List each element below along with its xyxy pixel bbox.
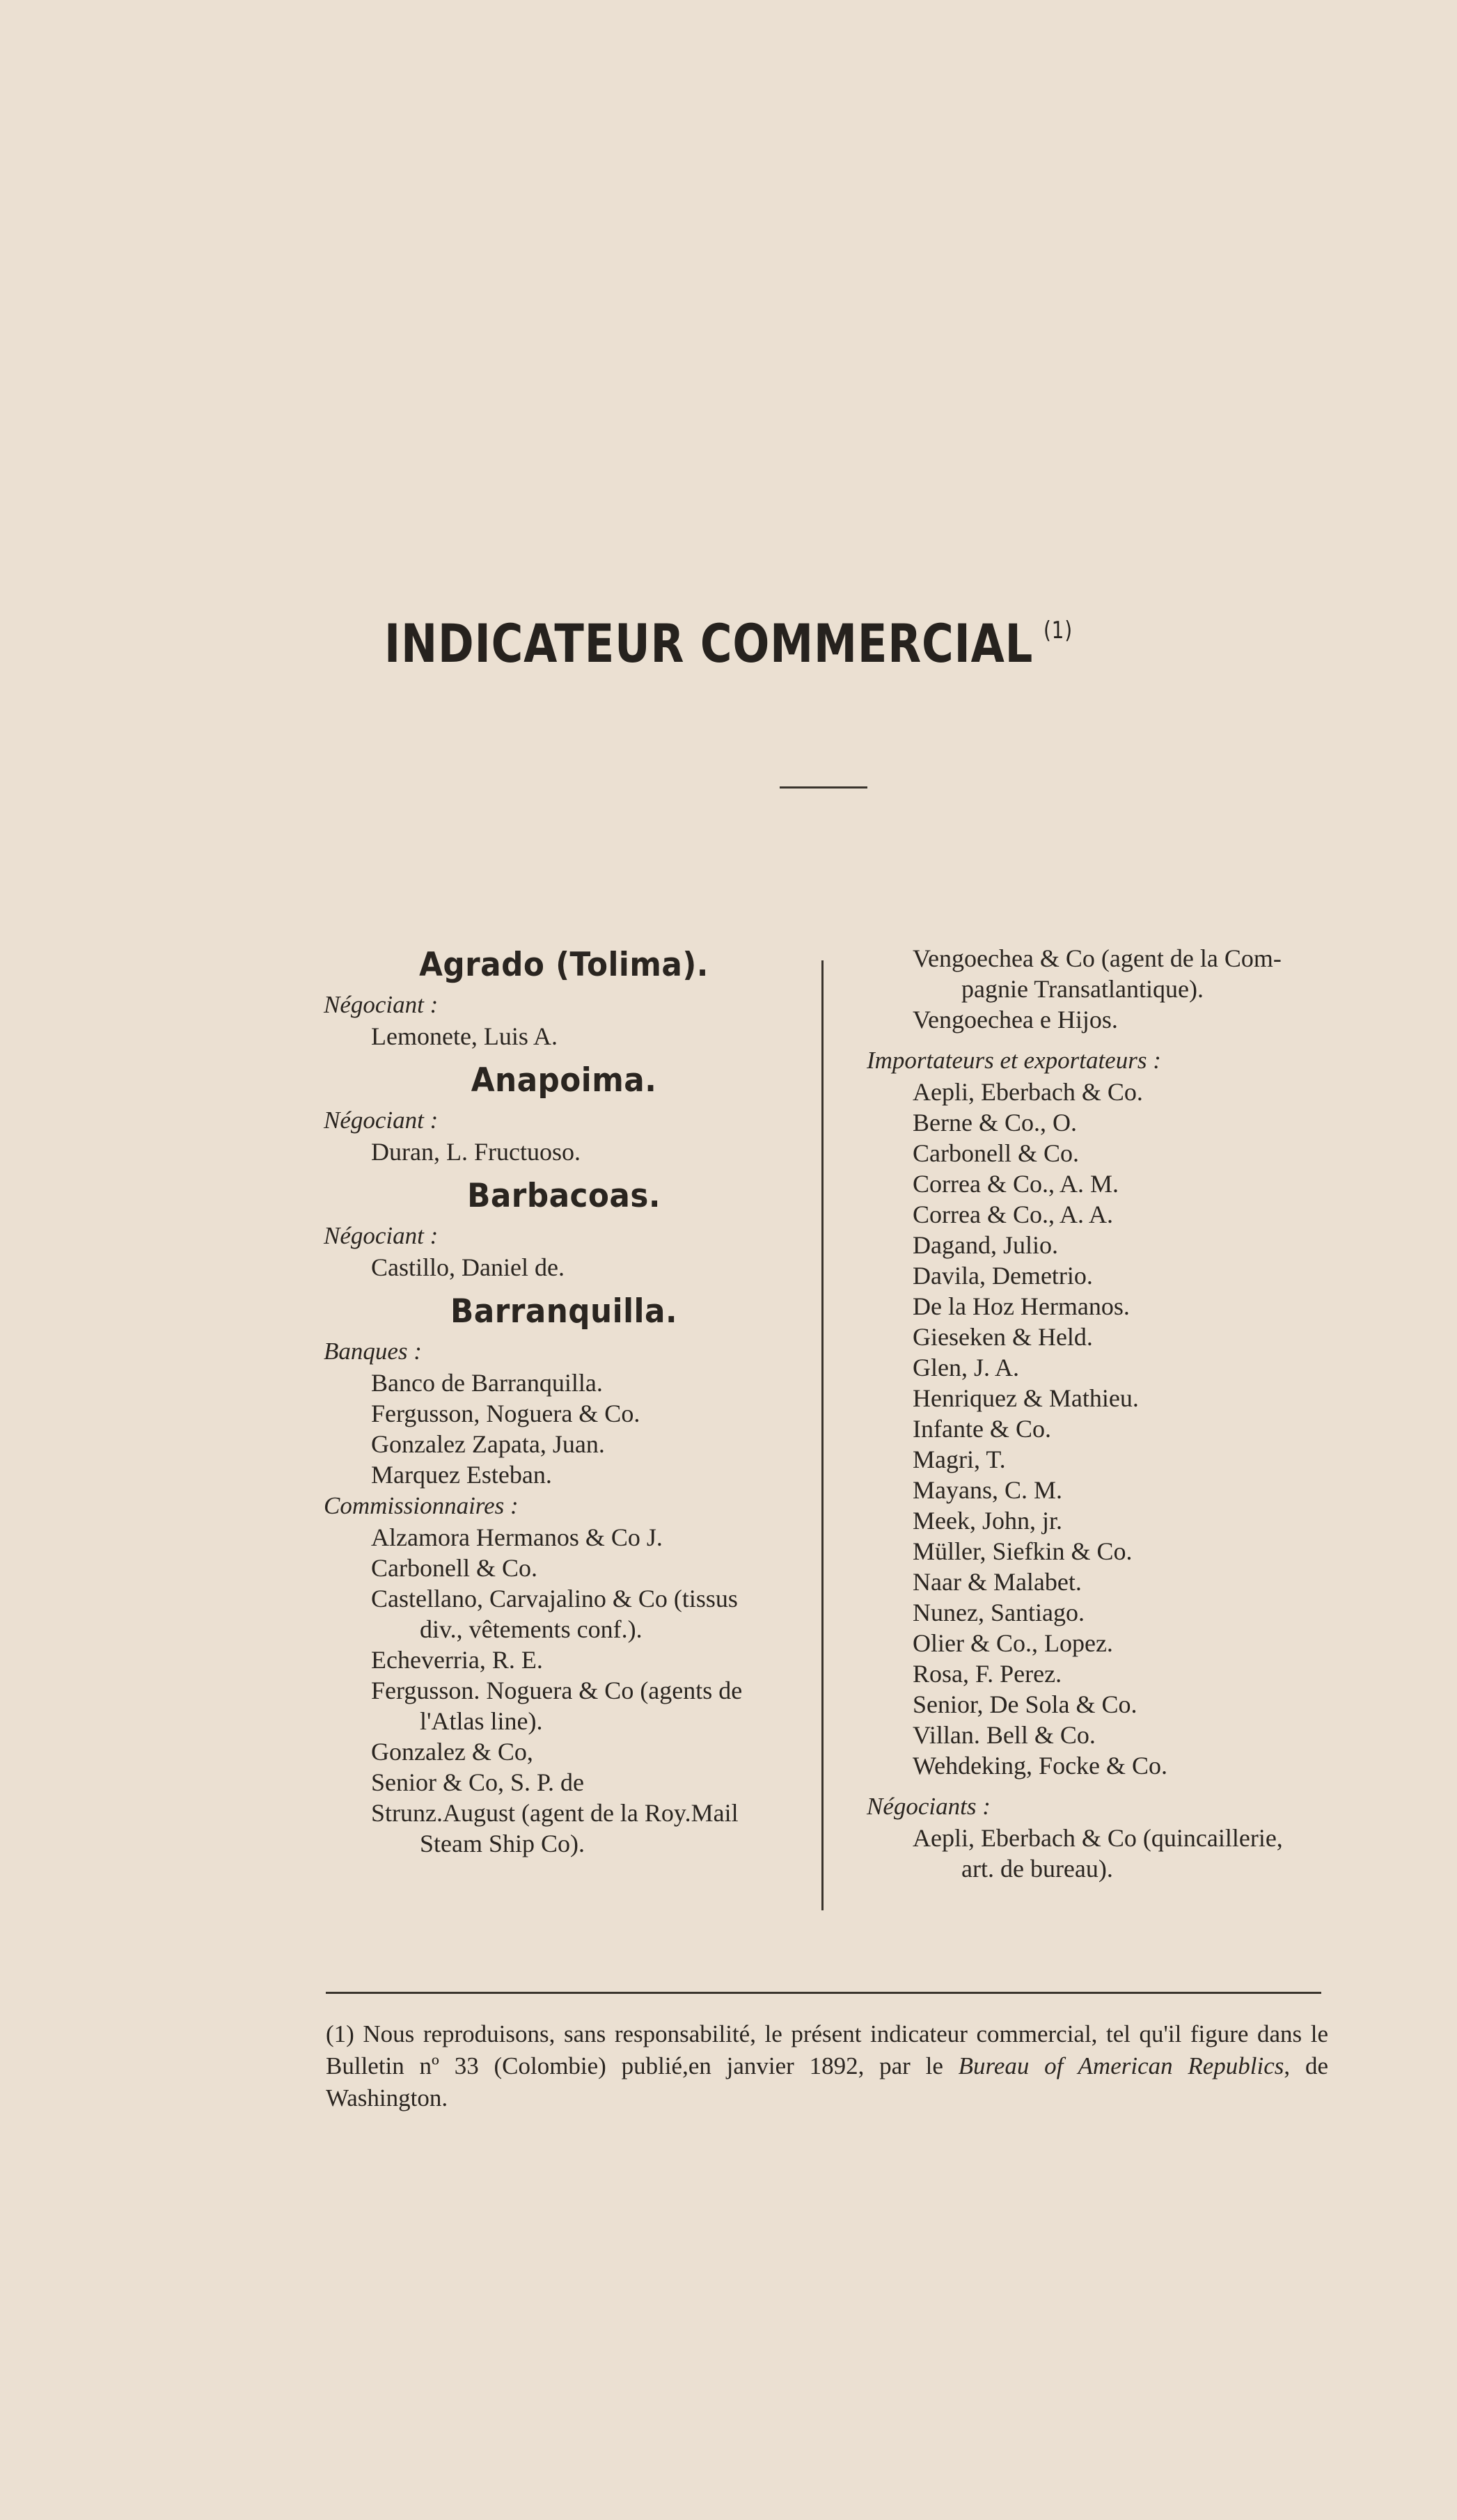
list-item [324, 1675, 804, 1736]
list-item: Marquez Esteban. [371, 1461, 552, 1489]
footnote-ref: (1) [1043, 617, 1073, 644]
list-item: Duran, L. Fructuoso. [371, 1138, 581, 1166]
entry-line: Vengoechea & Co (agent de la Com- [913, 944, 1282, 972]
list-item: Vengoechea e Hijos. [913, 1006, 1118, 1033]
list-item: Alzamora Hermanos & Co J. [371, 1523, 663, 1551]
list-item: Banco de Barranquilla. [371, 1369, 603, 1397]
list-item: Lemonete, Luis A. [371, 1022, 558, 1050]
importers-list [867, 1077, 1354, 1781]
footnote-rule [326, 1992, 1321, 1994]
list-item: Gonzalez Zapata, Juan. [371, 1430, 605, 1458]
list-item [867, 943, 1354, 1004]
list-item: Davila, Demetrio. [913, 1262, 1093, 1290]
list-item: Henriquez & Mathieu. [913, 1384, 1139, 1412]
list-item: Wehdeking, Focke & Co. [913, 1752, 1168, 1780]
entry-line: Aepli, Eberbach & Co (quincaillerie, [913, 1824, 1283, 1852]
footnote-italic: Bureau of American Republics [958, 2052, 1284, 2079]
list-item: Magri, T. [913, 1445, 1006, 1473]
list-item: Dagand, Julio. [913, 1231, 1058, 1259]
list-item [324, 1583, 804, 1645]
title-text: INDICATEUR COMMERCIAL [384, 612, 1034, 674]
list-item [324, 1798, 804, 1859]
list-item: Carbonell & Co. [913, 1139, 1079, 1167]
list-item: Gonzalez & Co, [371, 1738, 533, 1766]
place-heading: Agrado (Tolima). [419, 946, 709, 984]
list-item: Glen, J. A. [913, 1354, 1019, 1381]
list-item: Carbonell & Co. [371, 1554, 537, 1582]
category-label: Commissionnaires : [324, 1492, 519, 1519]
category-label: Importateurs et exportateurs : [867, 1047, 1161, 1074]
list-item: Fergusson, Noguera & Co. [371, 1400, 640, 1427]
left-column [324, 943, 804, 1859]
entry-continuation: pagnie Transatlantique). [961, 975, 1204, 1003]
category-label: Négociant : [324, 1222, 439, 1249]
list-item: Olier & Co., Lopez. [913, 1629, 1113, 1657]
category-label: Négociants : [867, 1793, 991, 1820]
entry-continuation: div., vêtements conf.). [420, 1615, 643, 1643]
place-heading: Barbacoas. [467, 1177, 661, 1215]
list-item: Mayans, C. M. [913, 1476, 1062, 1504]
entry-line: Strunz.August (agent de la Roy.Mail [371, 1799, 739, 1827]
list-item: Naar & Malabet. [913, 1568, 1082, 1596]
list-item: Müller, Siefkin & Co. [913, 1537, 1133, 1565]
entry-continuation: Steam Ship Co). [420, 1830, 585, 1857]
list-item: Correa & Co., A. M. [913, 1170, 1119, 1198]
footnote-text: (1) Nous reproduisons, sans responsabilité, le présent indicateur commercial, tel qu'il figure dans le Bulletin nº 33 (Colombie) publié,en janvier 1892, par le [326, 2020, 1328, 2079]
footnote-text-end: , de Washington. [326, 2052, 1328, 2111]
list-item: Infante & Co. [913, 1415, 1051, 1443]
list-item: Senior & Co, S. P. de [371, 1768, 585, 1796]
right-column [867, 943, 1354, 1884]
list-item: Castillo, Daniel de. [371, 1253, 565, 1281]
list-item: Correa & Co., A. A. [913, 1200, 1113, 1228]
list-item: Senior, De Sola & Co. [913, 1690, 1137, 1718]
list-item: Gieseken & Held. [913, 1323, 1093, 1351]
list-item: Berne & Co., O. [913, 1109, 1077, 1136]
list-item: Villan. Bell & Co. [913, 1721, 1096, 1749]
list-item: Nunez, Santiago. [913, 1599, 1085, 1626]
list-item: De la Hoz Hermanos. [913, 1292, 1130, 1320]
footnote [326, 2018, 1328, 2114]
entry-continuation: l'Atlas line). [420, 1707, 543, 1735]
list-item [867, 1823, 1354, 1884]
title-rule [780, 786, 867, 789]
place-heading: Barranquilla. [450, 1292, 678, 1331]
place-heading: Anapoima. [471, 1061, 657, 1100]
list-item: Aepli, Eberbach & Co. [913, 1078, 1143, 1106]
category-label: Négociant : [324, 991, 439, 1018]
list-item: Rosa, F. Perez. [913, 1660, 1062, 1688]
category-label: Négociant : [324, 1107, 439, 1134]
entry-continuation: art. de bureau). [961, 1855, 1113, 1883]
entry-line: Castellano, Carvajalino & Co (tissus [371, 1585, 738, 1612]
category-label: Banques : [324, 1338, 422, 1365]
column-divider [821, 960, 824, 1910]
entry-line: Fergusson. Noguera & Co (agents de [371, 1677, 743, 1704]
page-title [131, 612, 1325, 674]
list-item: Meek, John, jr. [913, 1507, 1062, 1535]
list-item: Echeverria, R. E. [371, 1646, 543, 1674]
